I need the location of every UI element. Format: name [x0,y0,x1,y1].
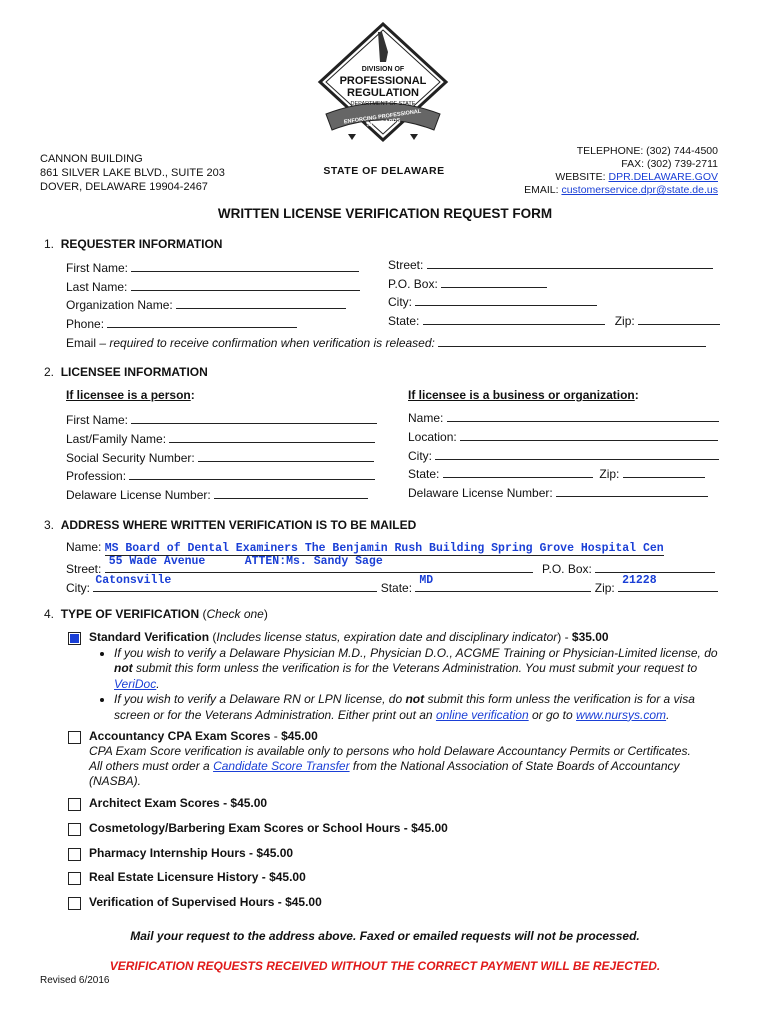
cpa-label: Accountancy CPA Exam Scores - $45.00 [89,729,318,743]
candidate-score-transfer-link[interactable]: Candidate Score Transfer [213,759,350,773]
mail-street-label: Street: [66,562,102,576]
licensee-first-field[interactable] [131,411,377,424]
street-label: Street: [388,258,424,272]
website-link[interactable]: DPR.DELAWARE.GOV [608,171,718,183]
licensee-license-label: Delaware License Number: [66,488,211,503]
real-estate-checkbox[interactable] [68,872,81,885]
section4-heading: 4. TYPE OF VERIFICATION (Check one) [44,607,268,621]
cpa-checkbox[interactable] [68,731,81,744]
cosmetology-checkbox[interactable] [68,823,81,836]
veridoc-link[interactable]: VeriDoc [114,676,157,691]
city-label: City: [388,295,412,309]
revised-date: Revised 6/2016 [40,975,110,986]
address-line2: 861 SILVER LAKE BLVD., SUITE 203 [40,167,225,179]
section1-heading: 1. REQUESTER INFORMATION [44,237,223,251]
architect-label: Architect Exam Scores - $45.00 [89,796,268,810]
email-link[interactable]: customerservice.dpr@state.de.us [561,184,718,196]
section2-heading: 2. LICENSEE INFORMATION [44,365,208,379]
mail-attn-field[interactable]: ATTEN:Ms. Sandy Sage [244,555,383,568]
mail-state-field[interactable]: MD [419,574,434,587]
requester-email-field[interactable] [438,334,706,347]
requester-zip-field[interactable] [638,312,720,325]
cpa-description: CPA Exam Score verification is available only to persons who hold Delaware Accountancy Permits or Certificates. All others must order a Candidate Score Transfer from the National Association of State Boards of Accountancy (NASBA). [89,744,691,788]
licensee-person [66,411,377,505]
standard-bullets [96,646,726,723]
business-license-label: Delaware License Number: [408,486,553,501]
requester-phone-field[interactable] [107,315,297,328]
licensee-first-label: First Name: [66,413,129,427]
address-line3: DOVER, DELAWARE 19904-2467 [40,181,208,193]
email-label: EMAIL: [524,184,559,196]
division-seal [308,22,458,152]
mail-city-field[interactable]: Catonsville [95,574,172,587]
requester-email-row [66,334,706,350]
mail-zip-label: Zip: [594,581,615,595]
business-city-field[interactable] [435,447,719,460]
state-of-delaware: STATE OF DELAWARE [323,165,445,177]
requester-org-field[interactable] [176,296,346,309]
mail-city-row [66,574,718,595]
licensee-ssn-label: Social Security Number: [66,450,195,465]
online-verification-link[interactable]: online verification [435,707,529,722]
mail-name-field[interactable]: MS Board of Dental Examiners The Benjamin Rush Building Spring Grove Hospital Cen [104,542,664,555]
state-label: State: [388,313,420,328]
email-label: Email [66,336,97,350]
business-location-field[interactable] [460,428,718,441]
business-subheading: If licensee is a business or organization: [408,388,639,402]
mail-name-label: Name: [66,540,102,554]
business-license-field[interactable] [556,484,708,497]
mail-city-label: City: [66,581,90,595]
email-note: – required to receive confirmation when verification is released: [96,336,435,350]
contact-info [524,145,718,197]
seal-line2: PROFESSIONAL [339,75,427,87]
payment-warning: VERIFICATION REQUESTS RECEIVED WITHOUT THE CORRECT PAYMENT WILL BE REJECTED. [109,959,661,973]
seal-line4: DEPARTMENT OF STATE [350,101,416,107]
zip-label: Zip: [614,313,635,328]
requester-pobox-field[interactable] [441,275,547,288]
mail-state-label: State: [380,581,413,595]
org-name-label: Organization Name: [66,298,173,312]
requester-last-name-field[interactable] [131,278,360,291]
seal-line3: REGULATION [347,87,419,99]
licensee-ssn-field[interactable] [198,449,374,462]
cosmetology-label: Cosmetology/Barbering Exam Scores or School Hours - $45.00 [89,821,448,835]
licensee-family-label: Last/Family Name: [66,431,167,446]
mail-zip-field[interactable]: 21228 [622,574,657,587]
requester-first-name-field[interactable] [131,259,359,272]
fax: FAX: (302) 739-2711 [621,158,718,170]
mail-pobox-field[interactable] [595,560,715,573]
business-zip-field[interactable] [623,465,705,478]
standard-verification-label: Standard Verification (Includes license status, expiration date and disciplinary indicator) - $35.00 [89,630,609,644]
telephone: TELEPHONE: (302) 744-4500 [576,145,718,157]
person-subheading: If licensee is a person: [66,388,195,402]
architect-checkbox[interactable] [68,798,81,811]
bullet-physician: • If you wish to verify a Delaware Physician M.D., Physician D.O., ACGME Training or Physician-Limited license, do not submit this form unless the verification is for the Veterans Administration. You must submit your request to VeriDoc. [114,646,726,692]
last-name-label: Last Name: [66,279,128,294]
business-state-label: State: [408,467,440,482]
seal-line1: DIVISION OF [361,66,405,73]
licensee-profession-field[interactable] [129,467,375,480]
requester-left [66,259,360,333]
requester-street-field[interactable] [427,256,713,269]
business-zip-label: Zip: [599,467,620,482]
licensee-family-field[interactable] [169,430,375,443]
pharmacy-checkbox[interactable] [68,848,81,861]
supervised-hours-label: Verification of Supervised Hours - $45.00 [89,895,322,909]
licensee-license-field[interactable] [214,486,368,499]
licensee-profession-label: Profession: [66,469,127,484]
business-location-label: Location: [408,429,457,444]
section3-heading: 3. ADDRESS WHERE WRITTEN VERIFICATION IS TO BE MAILED [44,518,417,532]
business-name-field[interactable] [447,409,719,422]
requester-state-field[interactable] [423,312,605,325]
requester-right [388,256,720,330]
licensee-business [408,409,719,503]
address-line1: CANNON BUILDING [40,153,143,165]
mail-pobox-label: P.O. Box: [542,562,592,576]
real-estate-label: Real Estate Licensure History - $45.00 [89,870,306,884]
first-name-label: First Name: [66,261,129,275]
website-label: WEBSITE: [555,171,606,183]
supervised-hours-checkbox[interactable] [68,897,81,910]
pharmacy-label: Pharmacy Internship Hours - $45.00 [89,846,294,860]
business-state-field[interactable] [443,465,593,478]
bullet-nurse: • If you wish to verify a Delaware RN or LPN license, do not submit this form unless the verification is for a visa screen or for the Veterans Administration. Either print out an online verification or go to www.nursys.com. [114,692,726,723]
pobox-label: P.O. Box: [388,276,438,291]
office-address [40,152,225,194]
mail-note: Mail your request to the address above. Faxed or emailed requests will not be processed. [130,929,640,943]
mail-name-row [66,540,722,555]
seal-banner: ENFORCING PROFESSIONAL STANDARDS [343,108,422,129]
nursys-link[interactable]: www.nursys.com [576,707,667,722]
form-title: WRITTEN LICENSE VERIFICATION REQUEST FORM [217,206,553,221]
phone-label: Phone: [66,316,105,331]
business-name-label: Name: [408,411,444,425]
requester-city-field[interactable] [415,293,597,306]
mail-street-field[interactable]: 55 Wade Avenue [108,555,206,568]
standard-verification-checkbox[interactable] [68,632,81,645]
business-city-label: City: [408,448,432,463]
